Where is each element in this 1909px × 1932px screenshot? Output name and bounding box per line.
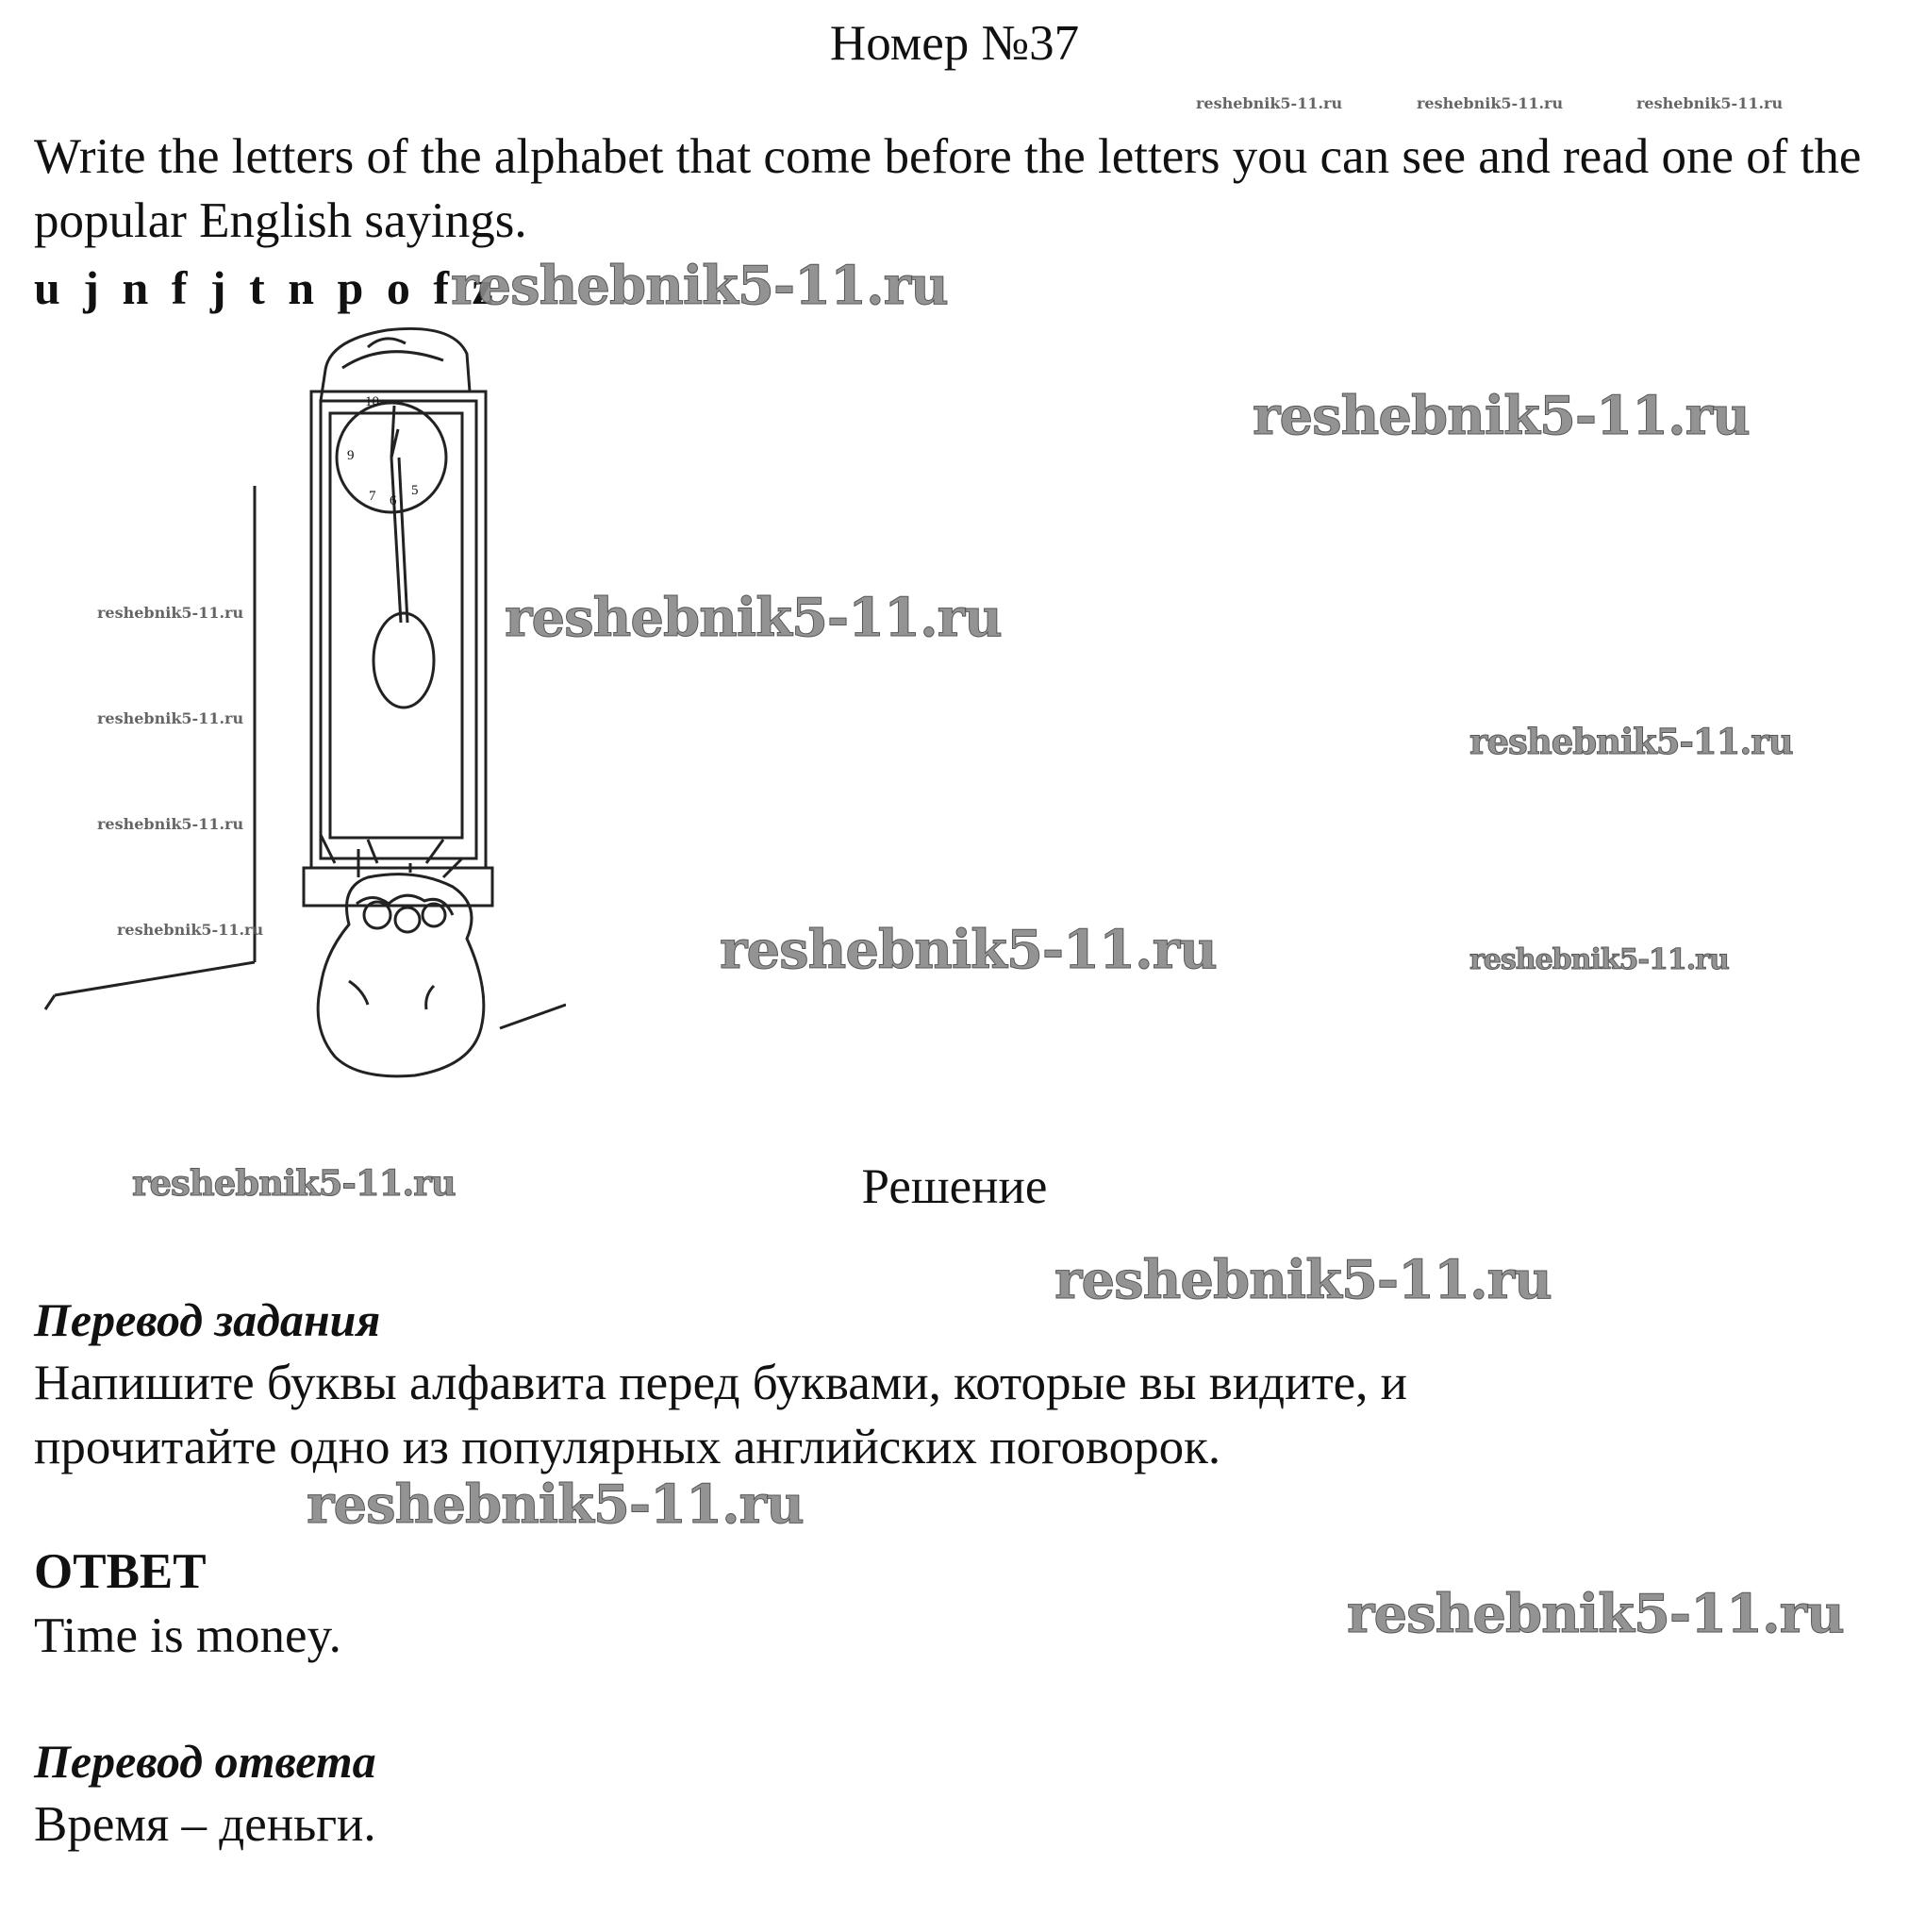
translation-heading: Перевод задания: [34, 1293, 381, 1346]
watermark: reshebnik5-11.ru: [1253, 385, 1750, 447]
clock-numeral: 6: [390, 493, 397, 508]
task-instruction: Write the letters of the alphabet that come before the letters you can see and read one of the popular English sayings.: [34, 129, 1862, 248]
watermark: reshebnik5-11.ru: [1347, 1583, 1844, 1645]
watermark: reshebnik5-11.ru: [97, 815, 244, 833]
watermark: reshebnik5-11.ru: [451, 255, 948, 317]
watermark: reshebnik5-11.ru: [720, 919, 1217, 981]
watermark: reshebnik5-11.ru: [1417, 94, 1564, 112]
answer-heading: ОТВЕТ: [34, 1544, 207, 1599]
watermark: reshebnik5-11.ru: [132, 1162, 456, 1204]
solution-heading: Решение: [861, 1159, 1048, 1214]
clock-numeral: 7: [369, 489, 376, 504]
watermark: reshebnik5-11.ru: [1636, 94, 1784, 112]
watermark: reshebnik5-11.ru: [1469, 943, 1729, 976]
watermark: reshebnik5-11.ru: [1196, 94, 1343, 112]
watermark: reshebnik5-11.ru: [1054, 1249, 1552, 1311]
answer-text: Time is money.: [34, 1608, 341, 1663]
translation-text: Напишите буквы алфавита перед буквами, которые вы видите, и прочитайте одно из популярных английских поговорок.: [34, 1356, 1408, 1474]
grandfather-clock-icon: [38, 311, 566, 1094]
clock-numeral: 9: [347, 448, 355, 463]
clock-illustration: [38, 311, 566, 1094]
watermark: reshebnik5-11.ru: [1469, 721, 1793, 762]
watermark: reshebnik5-11.ru: [117, 921, 264, 939]
clock-numeral: 5: [411, 483, 419, 498]
watermark: reshebnik5-11.ru: [505, 587, 1002, 649]
watermark: reshebnik5-11.ru: [97, 604, 244, 622]
clock-numeral: 10: [365, 394, 379, 409]
coded-letters: u j n f j t n p o f z: [34, 261, 499, 314]
watermark: reshebnik5-11.ru: [307, 1474, 804, 1536]
page-title: Номер №37: [829, 16, 1080, 71]
answer-translation-heading: Перевод ответа: [34, 1735, 376, 1788]
answer-translation-text: Время – деньги.: [34, 1797, 376, 1852]
watermark: reshebnik5-11.ru: [97, 709, 244, 727]
